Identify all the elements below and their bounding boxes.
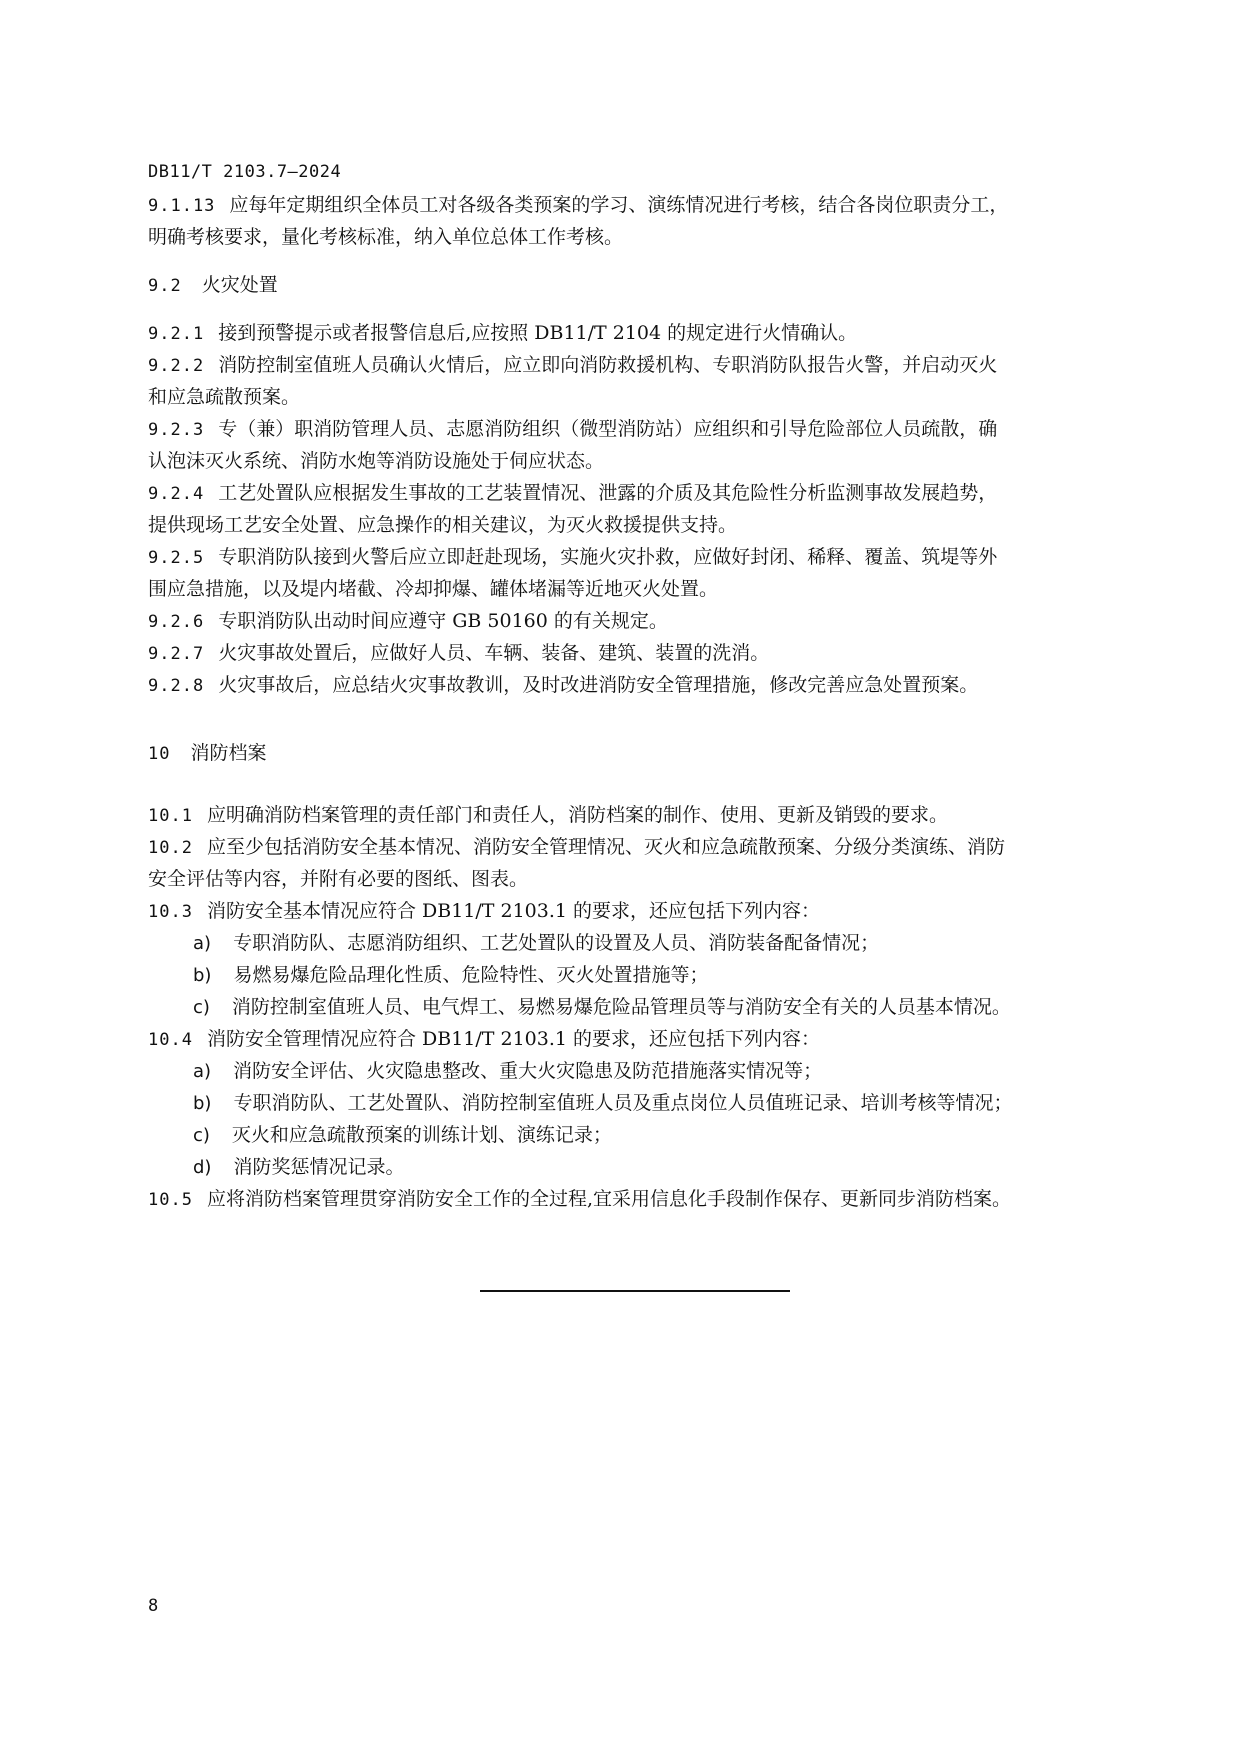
section-heading-9-2	[148, 270, 1122, 301]
clause-9-2-2-cont: 和应急疏散预案。	[148, 386, 301, 408]
clause-text: 专（兼）职消防管理人员、志愿消防组织（微型消防站）应组织和引导危险部位人员疏散，确	[218, 418, 998, 440]
list-text: 消防奖惩情况记录。	[233, 1156, 405, 1178]
section-number: 9.2	[148, 276, 182, 296]
clause-9-2-8	[148, 670, 1122, 701]
list-text: 消防控制室值班人员、电气焊工、易燃易爆危险品管理员等与消防安全有关的人员基本情况。	[231, 996, 1011, 1018]
clause-number: 10.3	[148, 902, 193, 922]
clause-text: 接到预警提示或者报警信息后,应按照 DB11/T 2104 的规定进行火情确认。	[218, 322, 858, 344]
clause-9-2-3	[148, 414, 1122, 445]
clause-text: 应至少包括消防安全基本情况、消防安全管理情况、灭火和应急疏散预案、分级分类演练、消防	[206, 836, 1005, 858]
clause-text: 消防安全管理情况应符合 DB11/T 2103.1 的要求，还应包括下列内容：	[206, 1028, 821, 1050]
clause-text: 消防控制室值班人员确认火情后，应立即向消防救援机构、专职消防队报告火警，并启动灭火	[218, 354, 998, 376]
end-rule-divider	[480, 1290, 790, 1292]
list-item-10-3-b	[193, 960, 1122, 991]
clause-9-2-4	[148, 478, 1122, 509]
clause-text: 消防安全基本情况应符合 DB11/T 2103.1 的要求，还应包括下列内容：	[206, 900, 821, 922]
clause-number: 10.2	[148, 838, 193, 858]
clause-number: 10.4	[148, 1030, 193, 1050]
clause-10-3	[148, 896, 1122, 927]
clause-9-1-13-cont: 明确考核要求，量化考核标准，纳入单位总体工作考核。	[148, 226, 624, 248]
clause-number: 9.2.8	[148, 676, 205, 696]
clause-number: 9.2.7	[148, 644, 205, 664]
list-text: 消防安全评估、火灾隐患整改、重大火灾隐患及防范措施落实情况等；	[233, 1060, 823, 1082]
clause-text: 工艺处置队应根据发生事故的工艺装置情况、泄露的介质及其危险性分析监测事故发展趋势，	[218, 482, 998, 504]
clause-number: 9.2.3	[148, 420, 205, 440]
list-label: a)	[193, 933, 212, 954]
list-label: a)	[193, 1061, 212, 1082]
clause-number: 10.1	[148, 806, 193, 826]
clause-text: 应明确消防档案管理的责任部门和责任人，消防档案的制作、使用、更新及销毁的要求。	[206, 804, 948, 826]
clause-9-2-5-cont: 围应急措施，以及堤内堵截、冷却抑爆、罐体堵漏等近地灭火处置。	[148, 578, 719, 600]
list-item-10-4-a	[193, 1056, 1122, 1087]
clause-9-2-2	[148, 350, 1122, 381]
list-label: b)	[193, 965, 212, 986]
clause-10-1	[148, 800, 1122, 831]
clause-10-5	[148, 1184, 1122, 1215]
clause-number: 9.2.5	[148, 548, 205, 568]
clause-text: 应将消防档案管理贯穿消防安全工作的全过程,宜采用信息化手段制作保存、更新同步消防档案。	[206, 1188, 1011, 1210]
clause-9-2-1	[148, 318, 1122, 349]
clause-9-2-5	[148, 542, 1122, 573]
list-text: 专职消防队、工艺处置队、消防控制室值班人员及重点岗位人员值班记录、培训考核等情况；	[233, 1092, 1013, 1114]
clause-number: 9.2.6	[148, 612, 205, 632]
clause-number: 10.5	[148, 1190, 193, 1210]
section-heading-10	[148, 738, 1122, 769]
clause-10-2-cont: 安全评估等内容，并附有必要的图纸、图表。	[148, 868, 529, 890]
clause-text: 应每年定期组织全体员工对各级各类预案的学习、演练情况进行考核，结合各岗位职责分工，	[229, 194, 1009, 216]
page-number: 8	[148, 1596, 159, 1616]
clause-text: 火灾事故后，应总结火灾事故教训，及时改进消防安全管理措施，修改完善应急处置预案。	[218, 674, 979, 696]
clause-number: 9.2.4	[148, 484, 205, 504]
list-item-10-4-b	[193, 1088, 1122, 1119]
clause-text: 专职消防队接到火警后应立即赶赴现场，实施火灾扑救，应做好封闭、稀释、覆盖、筑堤等外	[218, 546, 998, 568]
clause-9-2-6	[148, 606, 1122, 637]
list-text: 易燃易爆危险品理化性质、危险特性、灭火处置措施等；	[233, 964, 709, 986]
list-item-10-3-c	[193, 992, 1122, 1023]
clause-text: 火灾事故处置后，应做好人员、车辆、装备、建筑、装置的洗消。	[218, 642, 770, 664]
section-title: 火灾处置	[201, 274, 278, 296]
list-label: d)	[193, 1157, 212, 1178]
list-item-10-4-d	[193, 1152, 1122, 1183]
section-title: 消防档案	[190, 742, 267, 764]
clause-text: 专职消防队出动时间应遵守 GB 50160 的有关规定。	[218, 610, 668, 632]
clause-9-2-3-cont: 认泡沫灭火系统、消防水炮等消防设施处于伺应状态。	[148, 450, 605, 472]
list-label: c)	[193, 1125, 210, 1146]
list-text: 专职消防队、志愿消防组织、工艺处置队的设置及人员、消防装备配备情况；	[233, 932, 880, 954]
clause-number: 9.2.1	[148, 324, 205, 344]
clause-number: 9.1.13	[148, 196, 216, 216]
clause-10-2	[148, 832, 1122, 863]
clause-9-2-7	[148, 638, 1122, 669]
list-label: b)	[193, 1093, 212, 1114]
clause-10-4	[148, 1024, 1122, 1055]
section-number: 10	[148, 744, 171, 764]
list-item-10-3-a	[193, 928, 1122, 959]
list-label: c)	[193, 997, 210, 1018]
document-id-header: DB11/T 2103.7—2024	[148, 162, 342, 182]
clause-9-1-13	[148, 190, 1122, 221]
clause-9-2-4-cont: 提供现场工艺安全处置、应急操作的相关建议，为灭火救援提供支持。	[148, 514, 738, 536]
list-text: 灭火和应急疏散预案的训练计划、演练记录；	[231, 1124, 612, 1146]
list-item-10-4-c	[193, 1120, 1122, 1151]
clause-number: 9.2.2	[148, 356, 205, 376]
